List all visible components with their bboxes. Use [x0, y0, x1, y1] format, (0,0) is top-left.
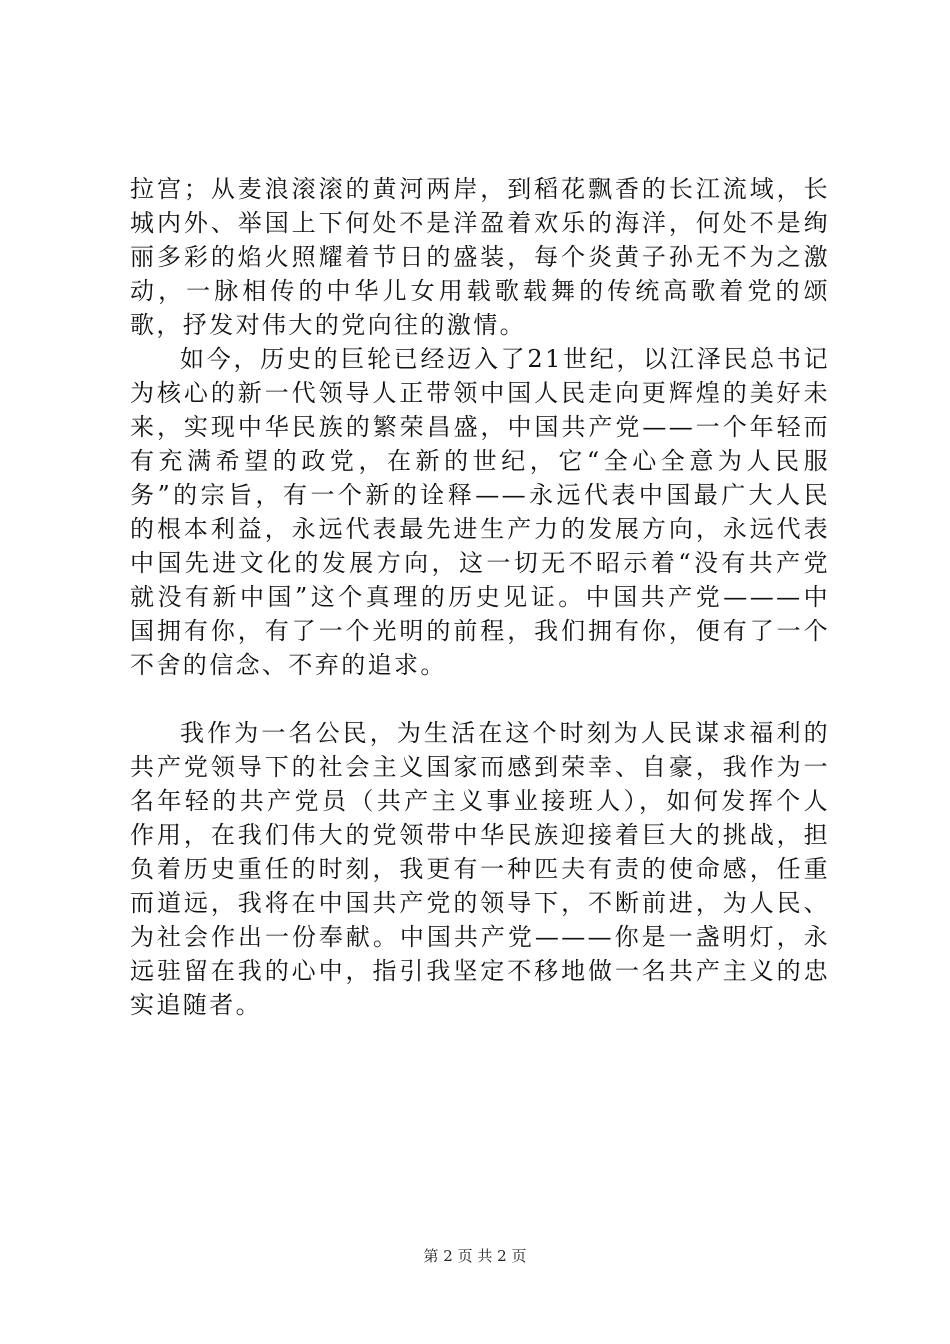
paragraph-2: 如今，历史的巨轮已经迈入了21世纪，以江泽民总书记为核心的新一代领导人正带领中国人民走向更辉煌的美好未来，实现中华民族的繁荣昌盛，中国共产党——一个年轻而有充满希望的政党，在新的世纪，它“全心全意为人民服务”的宗旨，有一个新的诠释——永远代表中国最广大人民的根本利益，永远代表最先进生产力的发展方向，永远代表中国先进文化的发展方向，这一切无不昭示着“没有共产党就没有新中国”这个真理的历史见证。中国共产党———中国拥有你，有了一个光明的前程，我们拥有你，便有了一个不舍的信念、不弃的追求。	[130, 345, 830, 679]
paragraph-3: 我作为一名公民，为生活在这个时刻为人民谋求福利的共产党领导下的社会主义国家而感到荣幸、自豪，我作为一名年轻的共产党员（共产主义事业接班人），如何发挥个人作用，在我们伟大的党领带中华民族迎接着巨大的挑战，担负着历史重任的时刻，我更有一种匹夫有责的使命感，任重而道远，我将在中国共产党的领导下，不断前进，为人民、为社会作出一份奉献。中国共产党———你是一盏明灯，永远驻留在我的心中，指引我坚定不移地做一名共产主义的忠实追随者。	[130, 719, 830, 1019]
document-body	[130, 172, 830, 1022]
page-footer: 第 2 页 共 2 页	[423, 1247, 527, 1265]
paragraph-1: 拉宫；从麦浪滚滚的黄河两岸，到稻花飘香的长江流域，长城内外、举国上下何处不是洋盈着欢乐的海洋，何处不是绚丽多彩的焰火照耀着节日的盛装，每个炎黄子孙无不为之激动，一脉相传的中华儿女用载歌载舞的传统高歌着党的颂歌，抒发对伟大的党向往的激情。	[130, 175, 830, 339]
